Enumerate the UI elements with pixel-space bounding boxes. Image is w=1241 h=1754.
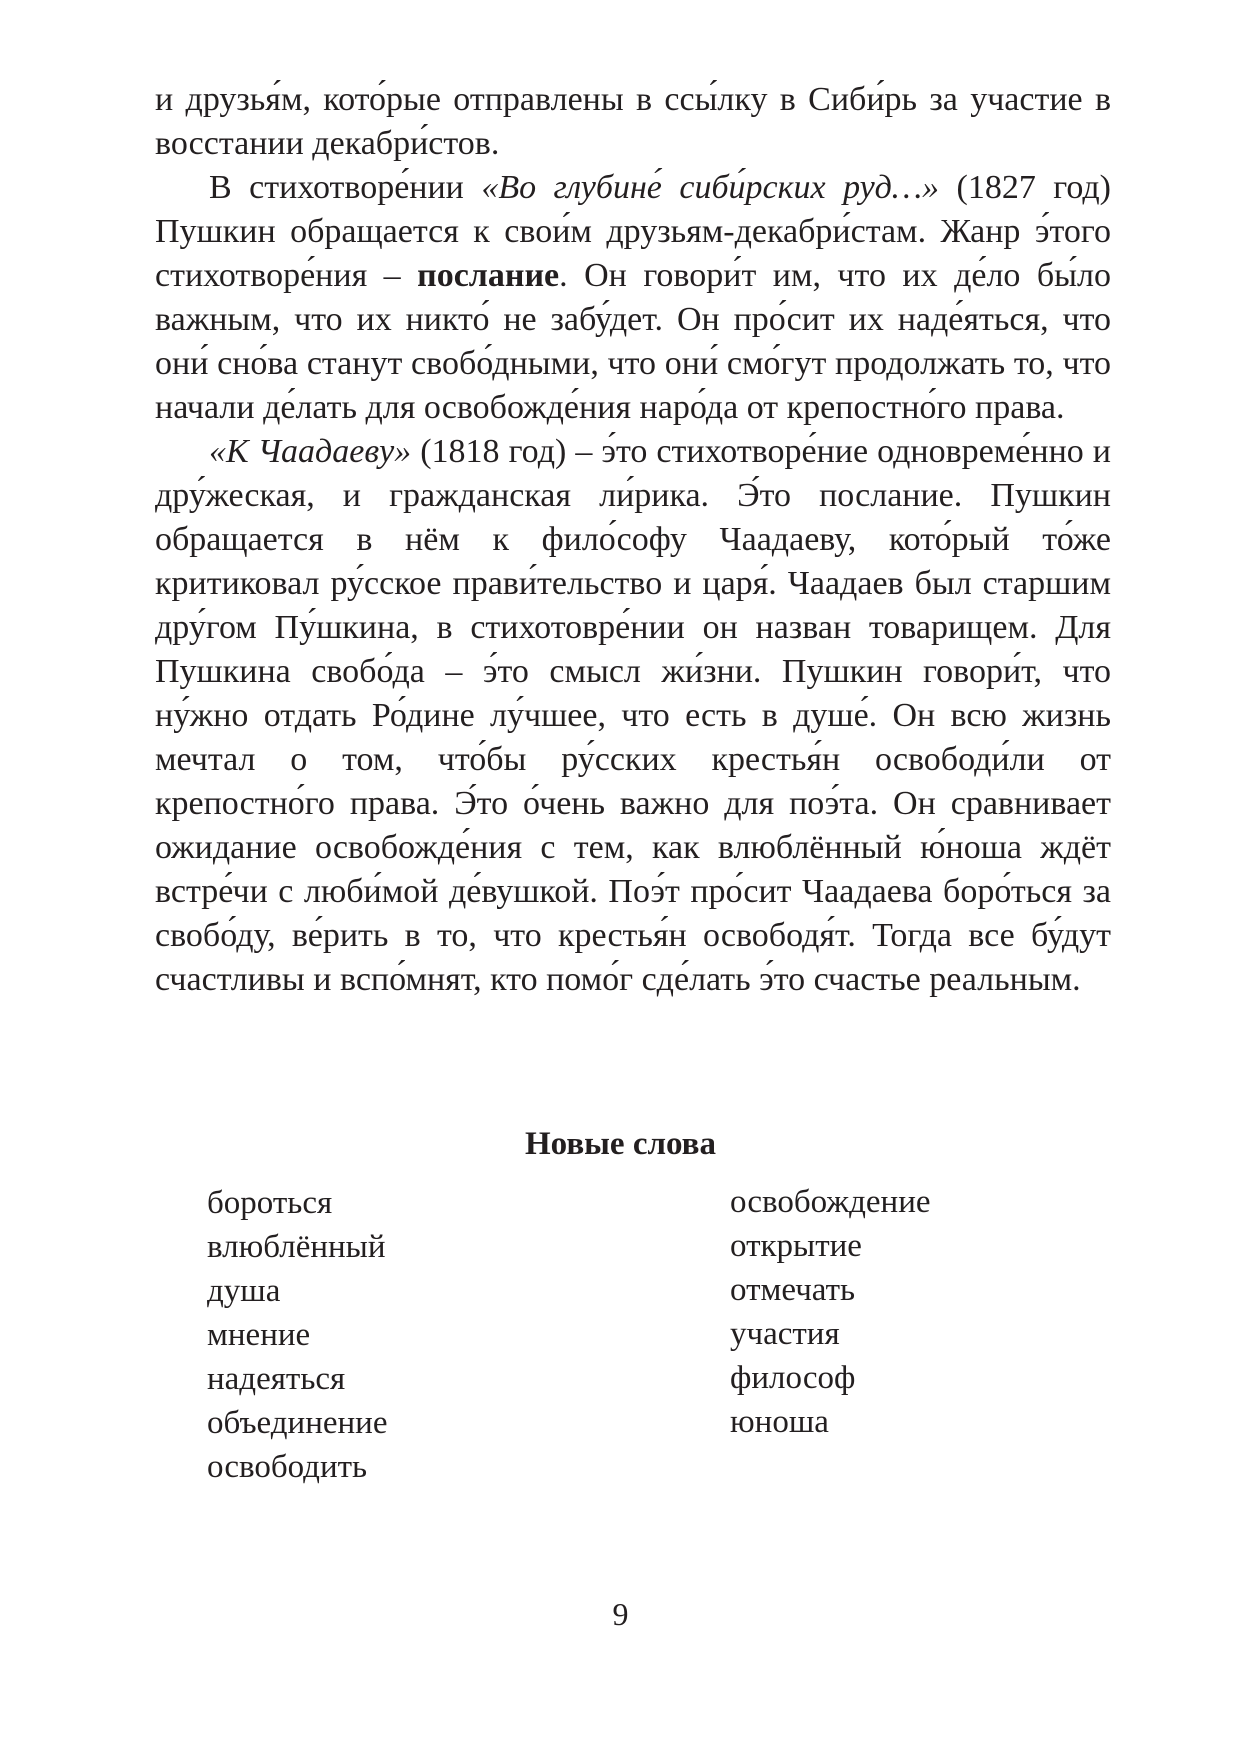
vocabulary-word: освобождение [730,1184,931,1220]
poem-title-siberian-mines: «Во глубине́ сиби́рских руд…» [481,169,940,206]
genre-term: послание [417,257,560,294]
paragraph-2-rest: . Он говори́т им, что их де́ло бы́ло важным, что их никто́ не забу́дет. Он про́сит их наде́яться, что они́ сно́ва станут свобо́дными, что они́ смо́гут продолжать то, что начали де́лать для освобожде́ния наро́да от крепостно́го права. [155,257,1111,426]
vocabulary-word: мнение [207,1317,311,1353]
vocabulary-word: душа [207,1273,281,1309]
page-number: 9 [612,1596,629,1632]
paragraph-2-body: (1827 год) Пушкин обращается к свои́м друзьям-декабри́стам. Жанр э́того стихотворе́ния – [155,169,1112,294]
paragraph-1-text: и друзья́м, кото́рые отправлены в ссы́лку в Сиби́рь за участие в восстании декабри́стов. [155,81,1111,162]
paragraph-2 [155,166,1111,430]
vocabulary-word: влюблённый [207,1229,386,1265]
paragraph-2-intro: В стихотворе́нии [209,169,482,206]
vocabulary-word: философ [730,1360,856,1396]
vocabulary-word: надеяться [207,1361,346,1397]
body-text [155,78,1111,1002]
vocabulary-word: отмечать [730,1272,856,1308]
vocabulary-word: освободить [207,1449,368,1485]
vocabulary-list-left [207,1181,387,1489]
paragraph-3 [155,430,1111,1002]
paragraph-1 [155,78,1111,166]
paragraph-3-body: (1818 год) – э́то стихотворе́ние одновреме́нно и дру́жеская, и гражданская ли́рика. Э́то послание. Пушкин обращается в нём к фило́софу Чаадаеву, кото́рый то́же критиковал ру́сское прави́тельство и царя́. Чаадаев был старшим дру́гом Пу́шкина, в стихотовре́нии он назван товарищем. Для Пушкина свобо́да – э́то смысл жи́зни. Пушкин говори́т, что ну́жно отдать Ро́дине лу́чшее, что есть в душе́. Он всю жизнь мечтал о том, что́бы ру́сских крестья́н освободи́ли от крепостно́го права. Э́то о́чень важно для поэ́та. Он сравнивает ожидание освобожде́ния с тем, как влюблённый ю́ноша ждёт встре́чи с люби́мой де́вушкой. Поэ́т про́сит Чаадаева боро́ться за свобо́ду, ве́рить в то, что крестья́н освободя́т. Тогда все бу́дут счастливы и вспо́мнят, кто помо́г сде́лать э́то счастье реальным. [155,433,1111,998]
vocabulary-word: открытие [730,1228,862,1264]
vocabulary-heading: Новые слова [525,1126,716,1162]
poem-title-to-chaadaev: «К Чаадаеву» [209,433,412,470]
vocabulary-word: юноша [730,1404,829,1440]
vocabulary-word: бороться [207,1185,333,1221]
vocabulary-word: участия [730,1316,840,1352]
vocabulary-word: объединение [207,1405,388,1441]
vocabulary-list-right [730,1180,931,1444]
